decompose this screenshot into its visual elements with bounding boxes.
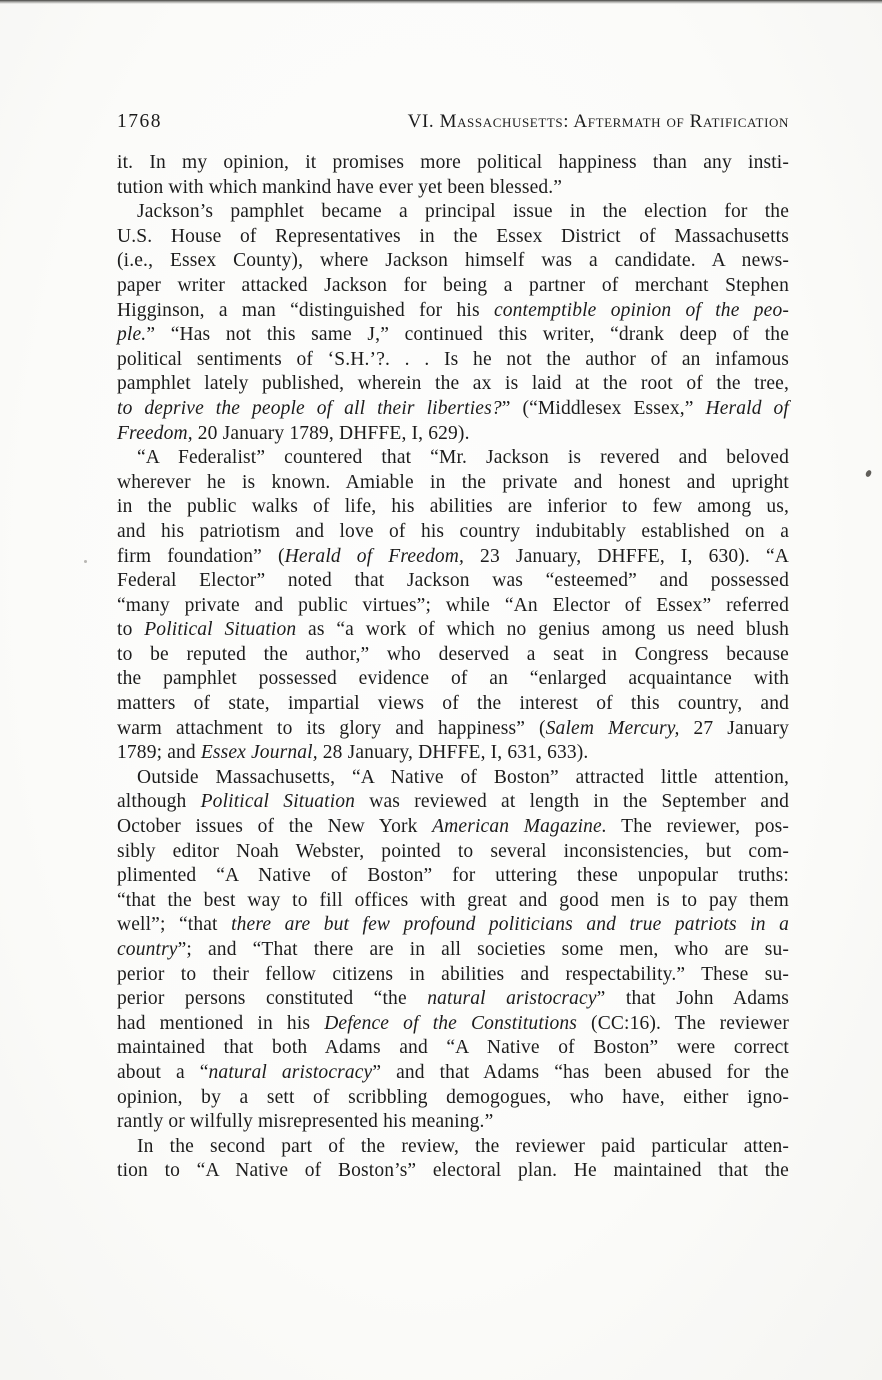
text-segment: 23 January, DHFFE, I, 630). “A [464, 545, 789, 567]
text-line [117, 840, 789, 865]
text-segment: in the public walks of life, his abilities are inferior to few among us, [117, 496, 789, 518]
italic-text-segment: natural aristocracy [427, 988, 597, 1010]
scan-speck-artifact-faint [84, 560, 87, 563]
text-line [117, 741, 789, 766]
scan-edge-artifact [0, 0, 882, 4]
text-line [117, 938, 789, 963]
text-line [117, 1135, 789, 1160]
italic-text-segment: Essex Journal, [200, 742, 318, 764]
text-segment: ” “Has not this same J,” continued this writer, “drank deep of the [146, 324, 789, 346]
text-segment: pamphlet lately published, wherein the ax is laid at the root of the tree, [117, 373, 789, 395]
text-line [117, 225, 789, 250]
text-line [117, 151, 789, 176]
text-segment: tution with which mankind have ever yet been blessed.” [117, 176, 563, 198]
text-line [117, 667, 789, 692]
text-segment: about a “ [117, 1061, 209, 1083]
text-segment: to [117, 619, 145, 641]
text-segment: ” that John Adams [596, 988, 790, 1010]
text-line [117, 446, 789, 471]
text-segment: 1789; and [117, 742, 201, 764]
italic-text-segment: American Magazine. [432, 816, 607, 838]
text-line [117, 520, 789, 545]
text-line [117, 372, 789, 397]
text-line [117, 963, 789, 988]
text-segment: perior persons constituted “the [117, 988, 428, 1010]
text-segment: well”; “that [117, 914, 232, 936]
text-line [117, 1061, 789, 1086]
text-line [117, 422, 789, 447]
text-line [117, 1036, 789, 1061]
text-line [117, 348, 789, 373]
text-line [117, 1110, 789, 1135]
text-segment: opinion, by a sett of scribbling demogogues, who have, either igno- [117, 1086, 789, 1108]
text-segment: 28 January, DHFFE, I, 631, 633). [317, 742, 589, 764]
text-segment: it. In my opinion, it promises more political happiness than any insti- [117, 152, 789, 173]
scan-speck-artifact [865, 469, 872, 477]
text-line [117, 176, 789, 201]
text-segment: “that the best way to fill offices with great and good men is to pay them [117, 889, 789, 911]
italic-text-segment: contemptible opinion of the peo- [493, 299, 789, 321]
text-line [117, 299, 789, 324]
text-segment: ” and that Adams “has been abused for the [372, 1061, 790, 1083]
text-segment: (CC:16). The reviewer [577, 1012, 789, 1034]
italic-text-segment: Salem Mercury, [545, 717, 680, 739]
text-segment: although [117, 791, 201, 813]
italic-text-segment: there are but few profound politicians and true patriots in a [231, 914, 789, 936]
text-segment: the pamphlet possessed evidence of an “enlarged acquaintance with [117, 668, 789, 690]
italic-text-segment: Defence of the Constitutions [324, 1012, 577, 1034]
text-line [117, 569, 789, 594]
text-line [117, 692, 789, 717]
text-segment: firm foundation” ( [117, 545, 285, 567]
text-segment: plimented “A Native of Boston” for uttering these unpopular truths: [117, 865, 789, 887]
running-head-title: VI. Massachusetts: Aftermath of Ratification [407, 111, 789, 132]
text-line [117, 987, 789, 1012]
text-line [117, 274, 789, 299]
text-line [117, 594, 789, 619]
text-segment: ” (“Middlesex Essex,” [501, 397, 706, 419]
text-segment: Jackson’s pamphlet became a principal issue in the election for the [137, 201, 789, 223]
text-line [117, 397, 789, 422]
text-segment: paper writer attacked Jackson for being a partner of merchant Stephen [117, 274, 789, 296]
text-segment: tion to “A Native of Boston’s” electoral plan. He maintained that the [117, 1160, 789, 1182]
italic-text-segment: to deprive the people of all their liberties? [117, 397, 502, 419]
text-line [117, 200, 789, 225]
text-segment: October issues of the New York [117, 816, 433, 838]
text-line [117, 1159, 789, 1184]
text-line [117, 864, 789, 889]
text-segment: The reviewer, pos- [606, 816, 789, 838]
text-segment: perior to their fellow citizens in abilities and respectability.” These su- [117, 963, 789, 985]
text-segment: and his patriotism and love of his country indubitably established on a [117, 520, 789, 542]
text-line [117, 1012, 789, 1037]
text-line [117, 618, 789, 643]
running-header [117, 111, 789, 133]
text-segment: to be reputed the author,” who deserved a seat in Congress because [117, 643, 789, 665]
page-body-text [117, 151, 789, 1184]
text-segment: rantly or wilfully misrepresented his meaning.” [117, 1111, 494, 1133]
text-line [117, 717, 789, 742]
italic-text-segment: Herald of [705, 397, 790, 419]
text-segment: was reviewed at length in the September and [355, 791, 789, 813]
italic-text-segment: Freedom, [117, 422, 193, 444]
text-segment: ”; and “That there are in all societies some men, who are su- [177, 939, 789, 960]
text-segment: Outside Massachusetts, “A Native of Boston” attracted little attention, [137, 766, 789, 788]
text-line [117, 766, 789, 791]
text-segment: U.S. House of Representatives in the Essex District of Massachusetts [117, 225, 789, 247]
italic-text-segment: natural aristocracy [208, 1061, 373, 1083]
text-segment: (i.e., Essex County), where Jackson himself was a candidate. A news- [117, 250, 789, 272]
text-segment: maintained that both Adams and “A Native of Boston” were correct [117, 1037, 789, 1059]
italic-text-segment: Political Situation [200, 791, 356, 813]
italic-text-segment: country [117, 939, 178, 960]
text-line [117, 790, 789, 815]
text-line [117, 815, 789, 840]
text-line [117, 249, 789, 274]
text-line [117, 1086, 789, 1111]
text-segment: Higginson, a man “distinguished for his [117, 299, 494, 321]
italic-text-segment: Political Situation [144, 619, 297, 641]
text-segment: had mentioned in his [117, 1012, 325, 1034]
text-line [117, 889, 789, 914]
text-segment: wherever he is known. Amiable in the private and honest and upright [117, 471, 789, 493]
text-segment: In the second part of the review, the reviewer paid particular atten- [137, 1135, 789, 1157]
italic-text-segment: Herald of Freedom, [284, 545, 465, 567]
text-line [117, 495, 789, 520]
text-line [117, 545, 789, 570]
text-segment: matters of state, impartial views of the interest of this country, and [117, 693, 789, 715]
text-segment: 27 January [679, 717, 789, 739]
text-line [117, 323, 789, 348]
text-segment: warm attachment to its glory and happiness” ( [117, 717, 546, 739]
text-segment: “A Federalist” countered that “Mr. Jackson is revered and beloved [137, 447, 789, 469]
text-segment: political sentiments of ‘S.H.’?. . . Is he not the author of an infamous [117, 348, 789, 370]
italic-text-segment: ple. [117, 324, 147, 346]
text-segment: “many private and public virtues”; while “An Elector of Essex” referred [117, 594, 789, 616]
text-segment: 20 January 1789, DHFFE, I, 629). [192, 422, 470, 444]
text-segment: sibly editor Noah Webster, pointed to several inconsistencies, but com- [117, 840, 789, 862]
text-segment: as “a work of which no genius among us need blush [296, 619, 789, 641]
text-line [117, 643, 789, 668]
text-line [117, 913, 789, 938]
text-line [117, 471, 789, 496]
page-number: 1768 [117, 111, 162, 132]
text-segment: Federal Elector” noted that Jackson was “esteemed” and possessed [117, 570, 789, 592]
